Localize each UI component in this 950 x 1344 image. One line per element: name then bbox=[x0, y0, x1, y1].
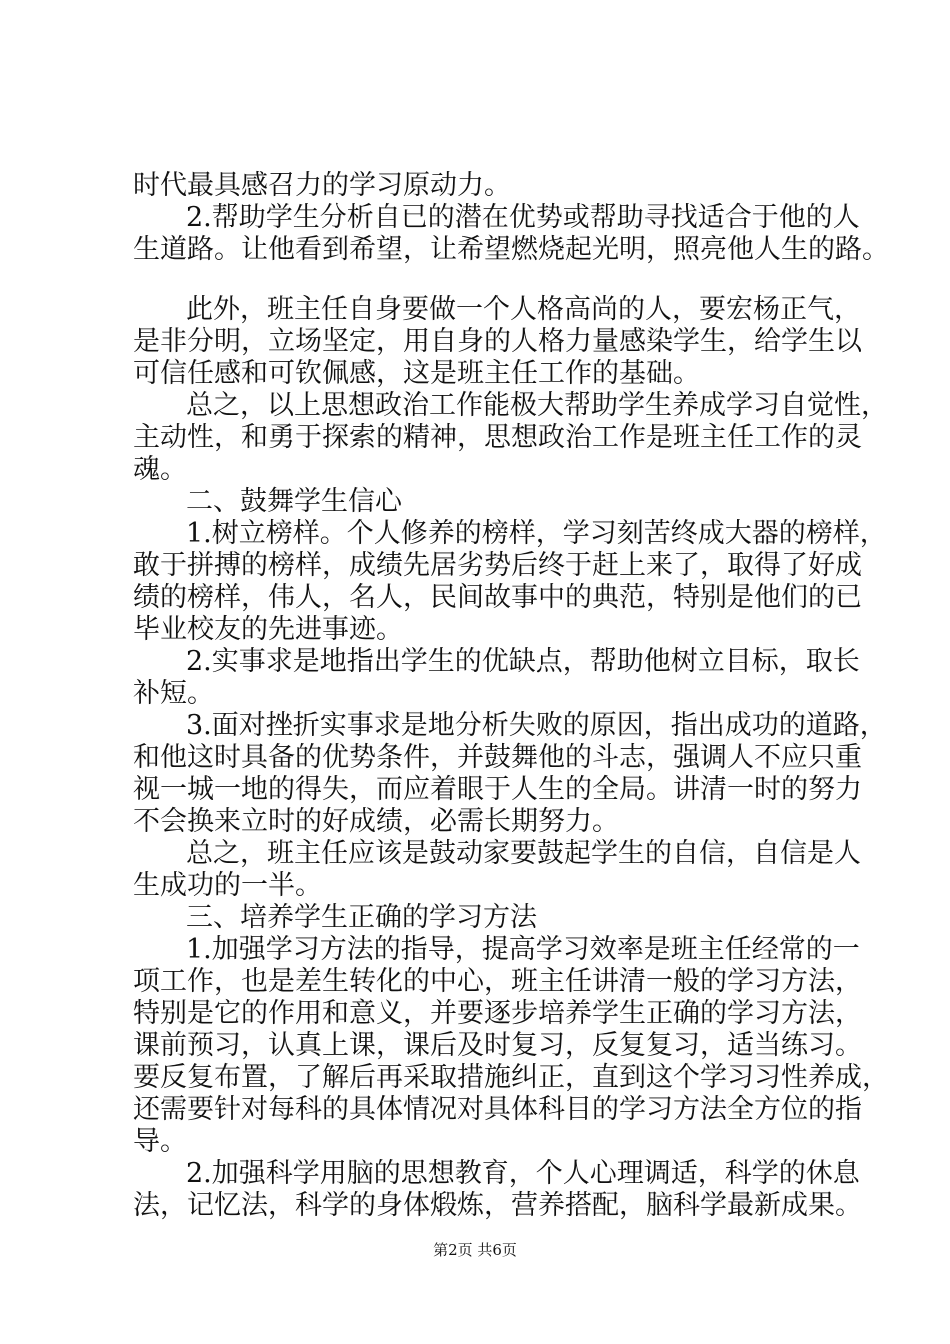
paragraph bbox=[133, 170, 853, 202]
text-line: 魂。 bbox=[133, 454, 187, 485]
text-line: 2.帮助学生分析自已的潜在优势或帮助寻找适合于他的人 bbox=[186, 202, 860, 233]
text-line: 和他这时具备的优势条件，并鼓舞他的斗志，强调人不应只重 bbox=[133, 742, 862, 773]
text-line: 总之，班主任应该是鼓动家要鼓起学生的自信，自信是人 bbox=[186, 838, 861, 869]
text-line: 2.实事求是地指出学生的优缺点，帮助他树立目标，取长 bbox=[186, 646, 860, 677]
text-line: 时代最具感召力的学习原动力。 bbox=[133, 170, 511, 201]
page-footer: 第2页 共6页 bbox=[433, 1241, 517, 1259]
text-line: 总之，以上思想政治工作能极大帮助学生养成学习自觉性， bbox=[186, 390, 888, 421]
paragraph bbox=[133, 1158, 862, 1222]
text-line: 毕业校友的先进事迹。 bbox=[133, 614, 403, 645]
text-line: 二、鼓舞学生信心 bbox=[186, 486, 402, 517]
text-line: 3.面对挫折实事求是地分析失败的原因，指出成功的道路， bbox=[186, 710, 887, 741]
text-line: 三、培养学生正确的学习方法 bbox=[186, 902, 537, 933]
text-line: 导。 bbox=[133, 1126, 187, 1157]
text-line: 不会换来立时的好成绩，必需长期努力。 bbox=[133, 806, 619, 837]
text-line: 1.树立榜样。个人修养的榜样，学习刻苦终成大器的榜样， bbox=[186, 518, 887, 549]
paragraph bbox=[133, 838, 861, 902]
text-line: 是非分明，立场坚定，用自身的人格力量感染学生，给学生以 bbox=[133, 326, 862, 357]
text-line: 生成功的一半。 bbox=[133, 870, 322, 901]
text-line: 生道路。让他看到希望，让希望燃烧起光明，照亮他人生的路。 bbox=[133, 234, 889, 265]
paragraph bbox=[133, 518, 887, 646]
text-line: 1.加强学习方法的指导，提高学习效率是班主任经常的一 bbox=[186, 934, 860, 965]
text-line: 绩的榜样，伟人，名人，民间故事中的典范，特别是他们的已 bbox=[133, 582, 862, 613]
paragraph bbox=[133, 390, 888, 486]
text-line: 法，记忆法，科学的身体煅炼，营养搭配，脑科学最新成果。 bbox=[133, 1190, 862, 1221]
text-line: 项工作，也是差生转化的中心，班主任讲清一般的学习方法， bbox=[133, 966, 862, 997]
text-line: 敢于拼搏的榜样，成绩先居劣势后终于赶上来了，取得了好成 bbox=[133, 550, 862, 581]
text-line: 补短。 bbox=[133, 678, 214, 709]
paragraph bbox=[133, 294, 862, 390]
text-line: 主动性，和勇于探索的精神，思想政治工作是班主任工作的灵 bbox=[133, 422, 862, 453]
paragraph bbox=[133, 202, 889, 266]
paragraph bbox=[133, 646, 860, 710]
text-line: 特别是它的作用和意义，并要逐步培养学生正确的学习方法， bbox=[133, 998, 862, 1029]
text-line: 可信任感和可钦佩感，这是班主任工作的基础。 bbox=[133, 358, 700, 389]
text-line: 视一城一地的得失，而应着眼于人生的全局。讲清一时的努力 bbox=[133, 774, 862, 805]
document-body bbox=[133, 170, 889, 1222]
paragraph bbox=[133, 902, 853, 934]
text-line: 课前预习，认真上课，课后及时复习，反复复习，适当练习。 bbox=[133, 1030, 862, 1061]
text-line: 2.加强科学用脑的思想教育，个人心理调适，科学的休息 bbox=[186, 1158, 860, 1189]
text-line: 此外，班主任自身要做一个人格高尚的人，要宏杨正气， bbox=[186, 294, 861, 325]
paragraph bbox=[133, 486, 853, 518]
paragraph bbox=[133, 710, 887, 838]
paragraph bbox=[133, 934, 889, 1158]
text-line: 要反复布置，了解后再采取措施纠正，直到这个学习习性养成， bbox=[133, 1062, 889, 1093]
paragraph-gap bbox=[133, 266, 853, 294]
text-line: 还需要针对每科的具体情况对具体科目的学习方法全方位的指 bbox=[133, 1094, 862, 1125]
